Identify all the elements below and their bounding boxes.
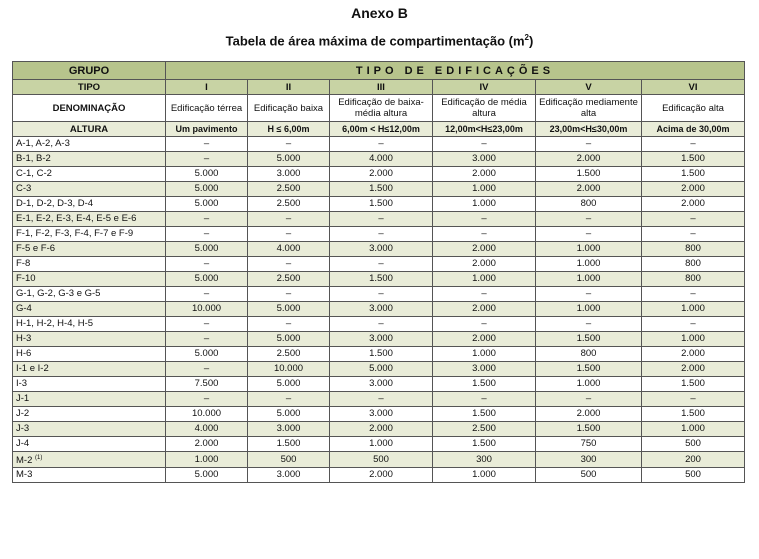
row-value-cell: – bbox=[166, 332, 248, 347]
row-value-cell: 500 bbox=[642, 437, 745, 452]
row-value-cell: 2.000 bbox=[330, 167, 433, 182]
row-value-cell: – bbox=[248, 317, 330, 332]
table-title bbox=[0, 33, 759, 48]
row-value-cell: 1.500 bbox=[642, 407, 745, 422]
row-value-cell: 3.000 bbox=[248, 468, 330, 483]
row-value-cell: 2.000 bbox=[642, 347, 745, 362]
row-value-cell: – bbox=[433, 137, 536, 152]
row-value-cell: – bbox=[536, 392, 642, 407]
row-value-cell: 1.500 bbox=[433, 377, 536, 392]
header-altura-cell: 12,00m<H≤23,00m bbox=[433, 122, 536, 137]
row-value-cell: – bbox=[330, 227, 433, 242]
row-value-cell: 1.500 bbox=[330, 182, 433, 197]
row-grupo-label: F-5 e F-6 bbox=[16, 243, 56, 254]
row-grupo-cell bbox=[13, 197, 166, 212]
row-grupo-label: H-1, H-2, H-4, H-5 bbox=[16, 318, 94, 329]
row-value-cell: – bbox=[642, 287, 745, 302]
row-value-cell: 200 bbox=[642, 452, 745, 468]
row-value-cell: 1.500 bbox=[330, 197, 433, 212]
row-grupo-label: J-2 bbox=[16, 408, 30, 419]
row-grupo-cell bbox=[13, 468, 166, 483]
table-row bbox=[13, 422, 745, 437]
row-value-cell: 1.500 bbox=[536, 362, 642, 377]
header-altura-cell: 23,00m<H≤30,00m bbox=[536, 122, 642, 137]
table-row bbox=[13, 212, 745, 227]
header-altura-cell: H ≤ 6,00m bbox=[248, 122, 330, 137]
row-value-cell: 2.500 bbox=[433, 422, 536, 437]
row-value-cell: 5.000 bbox=[248, 377, 330, 392]
row-grupo-cell bbox=[13, 227, 166, 242]
table-row bbox=[13, 332, 745, 347]
row-grupo-label: I-1 e I-2 bbox=[16, 363, 49, 374]
row-value-cell: 750 bbox=[536, 437, 642, 452]
row-value-cell: 1.000 bbox=[433, 347, 536, 362]
row-value-cell: 2.000 bbox=[642, 197, 745, 212]
row-value-cell: 3.000 bbox=[433, 362, 536, 377]
row-grupo-label: F-10 bbox=[16, 273, 36, 284]
table-title-superscript: 2 bbox=[524, 33, 529, 42]
row-value-cell: 3.000 bbox=[330, 242, 433, 257]
row-grupo-label: B-1, B-2 bbox=[16, 153, 51, 164]
row-value-cell: 4.000 bbox=[330, 152, 433, 167]
table-row bbox=[13, 197, 745, 212]
row-value-cell: – bbox=[642, 212, 745, 227]
table-body bbox=[13, 137, 745, 483]
row-value-cell: 3.000 bbox=[433, 152, 536, 167]
header-row-group bbox=[13, 62, 745, 80]
row-value-cell: – bbox=[642, 317, 745, 332]
row-grupo-cell bbox=[13, 392, 166, 407]
row-value-cell: 5.000 bbox=[166, 468, 248, 483]
row-value-cell: 3.000 bbox=[330, 377, 433, 392]
row-value-cell: – bbox=[330, 317, 433, 332]
row-value-cell: 1.000 bbox=[536, 377, 642, 392]
row-value-cell: – bbox=[330, 287, 433, 302]
header-row-tipo bbox=[13, 80, 745, 95]
table-row bbox=[13, 272, 745, 287]
row-value-cell: 800 bbox=[536, 347, 642, 362]
row-grupo-cell bbox=[13, 422, 166, 437]
header-denominacao-cell: Edificação de baixa-média altura bbox=[330, 95, 433, 122]
row-value-cell: – bbox=[433, 287, 536, 302]
row-grupo-label: E-1, E-2, E-3, E-4, E-5 e E-6 bbox=[16, 213, 137, 224]
row-value-cell: 2.000 bbox=[433, 167, 536, 182]
row-value-cell: – bbox=[433, 392, 536, 407]
header-denominacao-cell: Edificação térrea bbox=[166, 95, 248, 122]
row-value-cell: 800 bbox=[642, 272, 745, 287]
row-value-cell: – bbox=[330, 137, 433, 152]
row-value-cell: – bbox=[536, 317, 642, 332]
row-value-cell: 5.000 bbox=[166, 347, 248, 362]
header-denominacao-label: DENOMINAÇÃO bbox=[13, 95, 166, 122]
table-title-text: Tabela de área máxima de compartimentação (m bbox=[225, 33, 525, 49]
row-value-cell: 2.000 bbox=[536, 182, 642, 197]
row-grupo-label: G-1, G-2, G-3 e G-5 bbox=[16, 288, 101, 299]
row-value-cell: – bbox=[330, 212, 433, 227]
row-value-cell: 5.000 bbox=[166, 197, 248, 212]
row-value-cell: 2.000 bbox=[433, 242, 536, 257]
row-grupo-label: H-6 bbox=[16, 348, 32, 359]
row-grupo-label: H-3 bbox=[16, 333, 32, 344]
row-value-cell: 10.000 bbox=[166, 302, 248, 317]
row-value-cell: 300 bbox=[536, 452, 642, 468]
row-value-cell: 5.000 bbox=[330, 362, 433, 377]
row-value-cell: – bbox=[536, 287, 642, 302]
header-altura-cell: Um pavimento bbox=[166, 122, 248, 137]
row-grupo-cell bbox=[13, 317, 166, 332]
table-row bbox=[13, 377, 745, 392]
row-value-cell: – bbox=[433, 317, 536, 332]
row-value-cell: 3.000 bbox=[248, 422, 330, 437]
row-grupo-cell bbox=[13, 152, 166, 167]
row-value-cell: – bbox=[642, 137, 745, 152]
row-value-cell: 5.000 bbox=[166, 167, 248, 182]
row-grupo-cell bbox=[13, 302, 166, 317]
row-value-cell: – bbox=[166, 212, 248, 227]
row-value-cell: 3.000 bbox=[330, 332, 433, 347]
row-grupo-label: A-1, A-2, A-3 bbox=[16, 138, 70, 149]
row-value-cell: 5.000 bbox=[248, 302, 330, 317]
row-value-cell: – bbox=[248, 227, 330, 242]
row-value-cell: – bbox=[248, 392, 330, 407]
row-grupo-label: I-3 bbox=[16, 378, 28, 389]
header-altura-cell: 6,00m < H≤12,00m bbox=[330, 122, 433, 137]
table-row bbox=[13, 452, 745, 468]
row-value-cell: – bbox=[642, 227, 745, 242]
table-row bbox=[13, 468, 745, 483]
row-grupo-cell bbox=[13, 257, 166, 272]
table-row bbox=[13, 287, 745, 302]
row-grupo-label: C-3 bbox=[16, 183, 32, 194]
table-row bbox=[13, 167, 745, 182]
table-row bbox=[13, 392, 745, 407]
row-value-cell: 2.500 bbox=[248, 197, 330, 212]
row-value-cell: 1.500 bbox=[536, 332, 642, 347]
row-value-cell: 2.000 bbox=[166, 437, 248, 452]
row-value-cell: – bbox=[248, 212, 330, 227]
row-value-cell: 5.000 bbox=[248, 407, 330, 422]
row-value-cell: – bbox=[433, 227, 536, 242]
row-value-cell: – bbox=[248, 257, 330, 272]
row-grupo-cell bbox=[13, 137, 166, 152]
row-value-cell: 1.500 bbox=[433, 407, 536, 422]
row-grupo-cell bbox=[13, 212, 166, 227]
footnote-marker: (1) bbox=[35, 455, 43, 461]
row-grupo-label: J-4 bbox=[16, 438, 30, 449]
header-denominacao-cell: Edificação alta bbox=[642, 95, 745, 122]
row-grupo-cell bbox=[13, 452, 166, 468]
row-grupo-label: M-3 bbox=[16, 469, 33, 481]
header-tipo-label: TIPO bbox=[13, 80, 166, 95]
row-value-cell: 2.000 bbox=[536, 407, 642, 422]
row-value-cell: 1.500 bbox=[433, 437, 536, 452]
header-tipo-edificacoes: TIPO DE EDIFICAÇÕES bbox=[166, 62, 745, 80]
row-value-cell: 2.000 bbox=[433, 302, 536, 317]
row-value-cell: – bbox=[166, 392, 248, 407]
header-row-altura bbox=[13, 122, 745, 137]
header-denominacao-cell: Edificação baixa bbox=[248, 95, 330, 122]
table-row bbox=[13, 317, 745, 332]
row-value-cell: 5.000 bbox=[248, 332, 330, 347]
row-value-cell: 5.000 bbox=[166, 272, 248, 287]
row-grupo-cell bbox=[13, 377, 166, 392]
row-value-cell: – bbox=[248, 137, 330, 152]
row-value-cell: 1.500 bbox=[536, 167, 642, 182]
row-grupo-cell bbox=[13, 167, 166, 182]
row-grupo-cell bbox=[13, 347, 166, 362]
row-value-cell: 1.000 bbox=[433, 272, 536, 287]
row-grupo-label: F-1, F-2, F-3, F-4, F-7 e F-9 bbox=[16, 228, 134, 239]
header-denominacao-cell: Edificação mediamente alta bbox=[536, 95, 642, 122]
row-value-cell: – bbox=[166, 152, 248, 167]
row-value-cell: 800 bbox=[642, 257, 745, 272]
header-tipo-cell: IV bbox=[433, 80, 536, 95]
row-value-cell: 1.500 bbox=[330, 272, 433, 287]
row-grupo-label: G-4 bbox=[16, 303, 32, 314]
row-value-cell: 1.000 bbox=[536, 272, 642, 287]
row-grupo-label: D-1, D-2, D-3, D-4 bbox=[16, 198, 94, 209]
row-value-cell: 1.000 bbox=[536, 242, 642, 257]
header-denominacao-cell: Edificação de média altura bbox=[433, 95, 536, 122]
row-value-cell: – bbox=[248, 287, 330, 302]
row-value-cell: – bbox=[642, 392, 745, 407]
row-value-cell: 1.500 bbox=[248, 437, 330, 452]
row-value-cell: 3.000 bbox=[330, 302, 433, 317]
row-value-cell: 2.500 bbox=[248, 347, 330, 362]
row-value-cell: 2.000 bbox=[433, 257, 536, 272]
row-value-cell: 500 bbox=[642, 468, 745, 483]
row-grupo-cell bbox=[13, 407, 166, 422]
row-value-cell: 2.000 bbox=[536, 152, 642, 167]
row-value-cell: 3.000 bbox=[330, 407, 433, 422]
row-value-cell: 10.000 bbox=[166, 407, 248, 422]
row-grupo-label: C-1, C-2 bbox=[16, 168, 52, 179]
header-altura-label: ALTURA bbox=[13, 122, 166, 137]
row-value-cell: 10.000 bbox=[248, 362, 330, 377]
table-row bbox=[13, 257, 745, 272]
row-value-cell: – bbox=[536, 137, 642, 152]
row-value-cell: – bbox=[536, 227, 642, 242]
header-tipo-cell: I bbox=[166, 80, 248, 95]
row-value-cell: – bbox=[166, 227, 248, 242]
compartment-area-table bbox=[12, 61, 745, 483]
row-value-cell: 2.000 bbox=[330, 422, 433, 437]
table-row bbox=[13, 437, 745, 452]
row-value-cell: 2.000 bbox=[330, 468, 433, 483]
table-row bbox=[13, 242, 745, 257]
row-value-cell: 300 bbox=[433, 452, 536, 468]
row-grupo-cell bbox=[13, 362, 166, 377]
row-value-cell: 1.500 bbox=[642, 167, 745, 182]
row-value-cell: 800 bbox=[536, 197, 642, 212]
row-value-cell: 1.000 bbox=[642, 302, 745, 317]
row-grupo-label: F-8 bbox=[16, 258, 31, 269]
row-value-cell: 1.000 bbox=[433, 197, 536, 212]
row-value-cell: 5.000 bbox=[166, 242, 248, 257]
row-value-cell: 1.000 bbox=[642, 422, 745, 437]
table-row bbox=[13, 182, 745, 197]
row-value-cell: 2.000 bbox=[642, 182, 745, 197]
row-value-cell: 1.000 bbox=[433, 182, 536, 197]
row-value-cell: 1.000 bbox=[642, 332, 745, 347]
header-tipo-cell: III bbox=[330, 80, 433, 95]
row-grupo-cell bbox=[13, 272, 166, 287]
row-value-cell: 1.500 bbox=[642, 152, 745, 167]
row-value-cell: – bbox=[166, 362, 248, 377]
row-value-cell: 2.000 bbox=[433, 332, 536, 347]
header-row-denominacao bbox=[13, 95, 745, 122]
table-row bbox=[13, 407, 745, 422]
row-value-cell: 2.000 bbox=[642, 362, 745, 377]
table-row bbox=[13, 362, 745, 377]
row-value-cell: 4.000 bbox=[248, 242, 330, 257]
row-value-cell: 5.000 bbox=[166, 182, 248, 197]
header-tipo-cell: VI bbox=[642, 80, 745, 95]
row-value-cell: 1.000 bbox=[433, 468, 536, 483]
row-value-cell: 800 bbox=[642, 242, 745, 257]
row-grupo-cell bbox=[13, 182, 166, 197]
table-title-end: ) bbox=[529, 33, 534, 49]
row-value-cell: – bbox=[536, 212, 642, 227]
row-value-cell: 7.500 bbox=[166, 377, 248, 392]
header-grupo: GRUPO bbox=[13, 62, 166, 80]
row-value-cell: – bbox=[433, 212, 536, 227]
row-value-cell: – bbox=[166, 257, 248, 272]
row-value-cell: 4.000 bbox=[166, 422, 248, 437]
row-grupo-label: M-2 bbox=[16, 455, 35, 467]
row-value-cell: 1.500 bbox=[536, 422, 642, 437]
row-value-cell: 5.000 bbox=[248, 152, 330, 167]
header-tipo-cell: II bbox=[248, 80, 330, 95]
row-grupo-label: J-1 bbox=[16, 393, 30, 404]
row-grupo-label: J-3 bbox=[16, 423, 30, 434]
row-value-cell: – bbox=[330, 257, 433, 272]
row-value-cell: 1.000 bbox=[166, 452, 248, 468]
row-value-cell: 1.000 bbox=[536, 257, 642, 272]
table-row bbox=[13, 137, 745, 152]
row-grupo-cell bbox=[13, 437, 166, 452]
document-title: Anexo B bbox=[351, 5, 408, 21]
row-value-cell: 500 bbox=[248, 452, 330, 468]
table-row bbox=[13, 302, 745, 317]
row-value-cell: – bbox=[166, 137, 248, 152]
header-altura-cell: Acima de 30,00m bbox=[642, 122, 745, 137]
row-value-cell: 500 bbox=[536, 468, 642, 483]
table-row bbox=[13, 152, 745, 167]
row-value-cell: 2.500 bbox=[248, 182, 330, 197]
row-value-cell: 3.000 bbox=[248, 167, 330, 182]
row-grupo-cell bbox=[13, 332, 166, 347]
table-row bbox=[13, 227, 745, 242]
header-tipo-cell: V bbox=[536, 80, 642, 95]
row-value-cell: 1.500 bbox=[330, 347, 433, 362]
row-value-cell: 2.500 bbox=[248, 272, 330, 287]
row-grupo-cell bbox=[13, 242, 166, 257]
row-value-cell: 1.000 bbox=[330, 437, 433, 452]
row-value-cell: 500 bbox=[330, 452, 433, 468]
row-value-cell: – bbox=[330, 392, 433, 407]
row-value-cell: 1.000 bbox=[536, 302, 642, 317]
row-value-cell: – bbox=[166, 287, 248, 302]
row-value-cell: – bbox=[166, 317, 248, 332]
row-grupo-cell bbox=[13, 287, 166, 302]
table-row bbox=[13, 347, 745, 362]
row-value-cell: 1.500 bbox=[642, 377, 745, 392]
